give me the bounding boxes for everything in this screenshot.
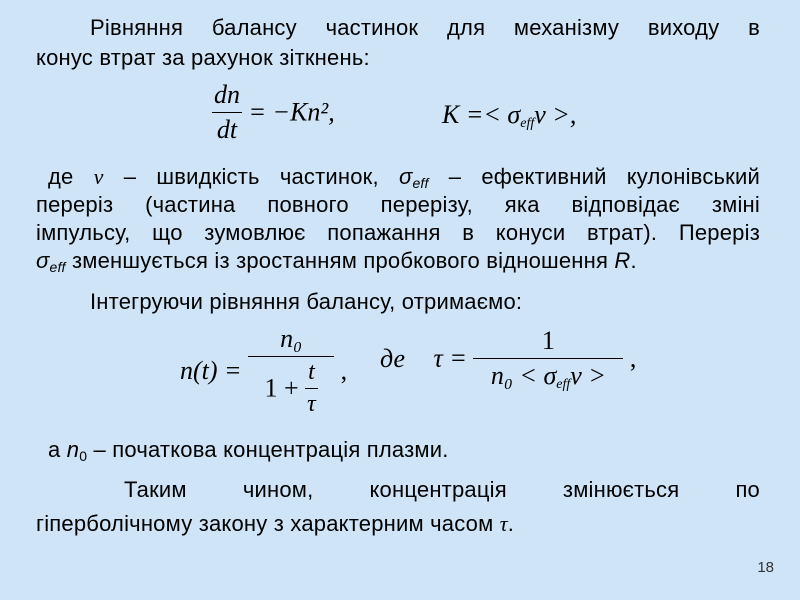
symbol-sigma: σ	[36, 248, 50, 273]
eff-subscript: eff	[412, 175, 429, 191]
text-line: Інтегруючи рівняння балансу, отримаємо:	[90, 289, 523, 314]
text-line: переріз (частина повного перерізу, яка відповідає зміні	[36, 192, 760, 217]
paragraph-conclusion-line2	[36, 510, 760, 538]
text-de: де	[380, 343, 406, 373]
formula-balance	[212, 80, 335, 145]
paragraph-conclusion-line1	[36, 476, 760, 504]
fraction-bar	[248, 356, 334, 357]
fraction-numerator: dn	[214, 80, 240, 109]
formula-k-definition	[442, 100, 576, 130]
paragraph-initial-concentration	[36, 436, 772, 464]
text-line: Рівняння балансу частинок для механізму виходу в	[90, 15, 760, 40]
fraction-dn-dt	[212, 80, 242, 145]
formula-rhs: = −Kn²,	[248, 97, 335, 127]
eff-subscript: eff	[556, 377, 571, 392]
text: а	[48, 437, 61, 462]
comma: ,	[340, 356, 348, 385]
solution-lhs: n(t) =	[180, 356, 242, 385]
fraction-denominator	[248, 359, 334, 418]
fraction-tau	[473, 326, 623, 391]
text-line: Таким чином, концентрація змінюється по	[124, 477, 760, 502]
formula-solution	[180, 324, 347, 418]
formula-tau-definition	[380, 326, 636, 391]
paragraph-definitions-line1	[36, 163, 760, 191]
denominator-end: v >	[570, 361, 606, 390]
text-line: імпульсу, що зумовлює попажання в конуси втрат). Переріз	[36, 220, 760, 245]
text: .	[507, 511, 515, 536]
k-eff-subscript: eff	[520, 116, 535, 131]
paragraph-integrating	[36, 288, 760, 316]
fraction-numerator: t	[308, 359, 315, 385]
symbol-n: n	[66, 437, 80, 462]
fraction-bar	[305, 388, 318, 389]
fraction-denominator: dt	[216, 115, 238, 144]
k-definition: K =< σ	[442, 100, 521, 129]
fraction-bar	[473, 358, 623, 359]
k-definition-end: v >,	[534, 100, 577, 129]
tau-lhs: τ =	[433, 343, 467, 373]
fraction-denominator	[473, 361, 623, 391]
symbol-v: v	[93, 164, 104, 189]
paragraph-definitions-line3	[36, 219, 760, 247]
symbol-r: R	[614, 248, 631, 273]
fraction-t-tau	[305, 359, 318, 418]
fraction-denominator: τ	[307, 391, 316, 417]
text: зменшується із зростанням пробкового відношення	[71, 248, 609, 273]
eff-subscript: eff	[49, 259, 66, 275]
symbol-tau: τ	[499, 511, 508, 536]
text: де	[48, 164, 74, 189]
fraction-numerator: n₀	[280, 324, 303, 353]
paragraph-intro-line2	[36, 44, 760, 72]
paragraph-definitions-line2	[36, 191, 760, 219]
page-number: 18	[757, 559, 774, 576]
denominator-text: n₀ < σ	[490, 361, 557, 390]
fraction-solution	[248, 324, 334, 418]
n-subscript: 0	[79, 448, 88, 464]
paragraph-definitions-line4	[36, 247, 760, 275]
text: – початкова концентрація плазми.	[93, 437, 449, 462]
fraction-bar	[212, 112, 242, 113]
paragraph-intro	[36, 14, 760, 42]
text: – ефективний кулонівський	[448, 164, 760, 189]
text-line: конус втрат за рахунок зіткнень:	[36, 45, 370, 70]
text: .	[630, 248, 637, 273]
text: гіперболічному закону з характерним часом	[36, 511, 494, 536]
text: – швидкість частинок,	[123, 164, 379, 189]
symbol-sigma: σ	[398, 164, 413, 189]
fraction-numerator: 1	[541, 326, 555, 355]
comma: ,	[629, 343, 637, 373]
denominator-text: 1 +	[264, 373, 299, 403]
